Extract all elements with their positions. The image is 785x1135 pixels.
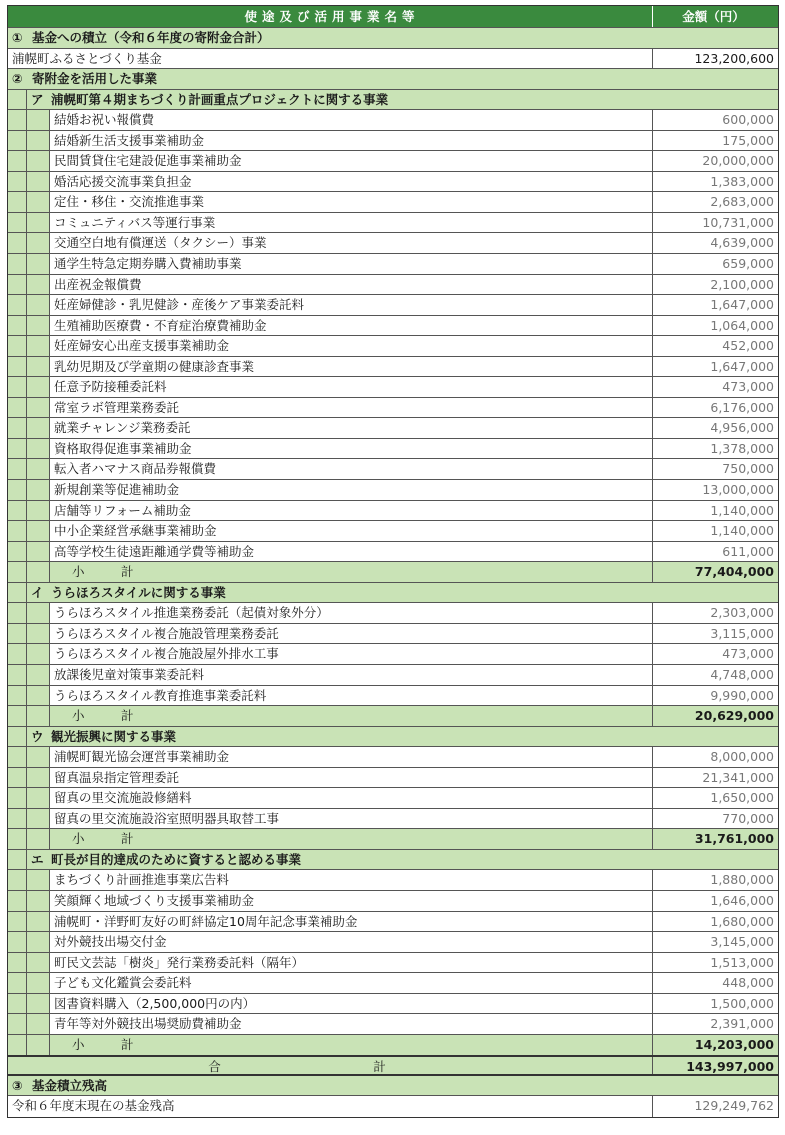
item-amount: 473,000 bbox=[652, 644, 778, 664]
item-name: うらほろスタイル複合施設屋外排水工事 bbox=[54, 646, 279, 662]
item-amount: 1,880,000 bbox=[652, 870, 778, 890]
item-name: 高等学校生徒遠距離通学費等補助金 bbox=[54, 543, 255, 559]
row-gutter-inner bbox=[27, 192, 50, 212]
row-gutter-inner bbox=[27, 644, 50, 664]
row-gutter-outer bbox=[8, 603, 27, 623]
row-gutter-outer bbox=[8, 275, 27, 295]
group-mark: エ bbox=[31, 851, 44, 867]
section-3-title: 基金積立残高 bbox=[32, 1077, 108, 1093]
row-gutter-outer bbox=[8, 233, 27, 253]
item-name: 青年等対外競技出場奨励費補助金 bbox=[54, 1016, 242, 1032]
row-gutter-outer bbox=[8, 110, 27, 130]
table-row bbox=[8, 439, 778, 460]
table-row bbox=[8, 254, 778, 275]
table-row bbox=[8, 644, 778, 665]
row-gutter-outer bbox=[8, 788, 27, 808]
row-gutter-outer bbox=[8, 254, 27, 274]
subtotal-label: 小 計 bbox=[50, 829, 652, 849]
table-row bbox=[8, 151, 778, 172]
row-gutter-inner bbox=[27, 706, 50, 726]
row-gutter-outer bbox=[8, 562, 27, 582]
group-mark: イ bbox=[31, 584, 44, 600]
row-gutter-outer bbox=[8, 1035, 27, 1056]
table-row bbox=[8, 870, 778, 891]
row-gutter-inner bbox=[27, 953, 50, 973]
row-gutter-outer bbox=[8, 151, 27, 171]
item-amount: 4,956,000 bbox=[652, 418, 778, 438]
item-name: 出産祝金報償費 bbox=[54, 276, 142, 292]
row-gutter-outer bbox=[8, 809, 27, 829]
item-name: 交通空白地有償運送（タクシー）事業 bbox=[54, 235, 267, 251]
section-3-item-name: 令和６年度末現在の基金残高 bbox=[12, 1098, 175, 1114]
item-amount: 3,115,000 bbox=[652, 624, 778, 644]
row-gutter-inner bbox=[27, 459, 50, 479]
header-name: 使途及び活用事業名等 bbox=[244, 9, 420, 24]
table-row bbox=[8, 912, 778, 933]
row-gutter-inner bbox=[27, 151, 50, 171]
subtotal-label: 小 計 bbox=[50, 562, 652, 582]
row-gutter-inner bbox=[27, 275, 50, 295]
item-amount: 1,500,000 bbox=[652, 994, 778, 1014]
item-amount: 611,000 bbox=[652, 542, 778, 562]
item-amount: 448,000 bbox=[652, 973, 778, 993]
table-row bbox=[8, 336, 778, 357]
table-row bbox=[8, 521, 778, 542]
grand-total-label: 合 計 bbox=[8, 1057, 652, 1074]
item-amount: 1,647,000 bbox=[652, 295, 778, 315]
table-row bbox=[8, 809, 778, 830]
row-gutter-outer bbox=[8, 316, 27, 336]
section-1-heading bbox=[8, 28, 778, 49]
row-gutter-inner bbox=[27, 829, 50, 849]
row-gutter-inner bbox=[27, 172, 50, 192]
row-gutter-outer bbox=[8, 357, 27, 377]
row-gutter-outer bbox=[8, 521, 27, 541]
section-3-heading bbox=[8, 1076, 778, 1097]
row-gutter-outer bbox=[8, 706, 27, 726]
item-name: まちづくり計画推進事業広告料 bbox=[54, 872, 229, 888]
row-gutter-inner bbox=[27, 439, 50, 459]
item-name: 留真の里交流施設修繕料 bbox=[54, 790, 192, 806]
table-row bbox=[8, 603, 778, 624]
row-gutter-outer bbox=[8, 295, 27, 315]
section-3-item-amount: 129,249,762 bbox=[652, 1096, 778, 1117]
row-gutter-inner bbox=[27, 233, 50, 253]
table-row bbox=[8, 110, 778, 131]
item-name: 町民文芸誌「樹炎」発行業務委託料（隔年） bbox=[54, 954, 305, 970]
item-amount: 175,000 bbox=[652, 131, 778, 151]
row-gutter-inner bbox=[27, 912, 50, 932]
group-gutter bbox=[8, 727, 27, 747]
group-title-cell bbox=[27, 583, 778, 603]
item-amount: 600,000 bbox=[652, 110, 778, 130]
item-name: 新規創業等促進補助金 bbox=[54, 482, 180, 498]
row-gutter-inner bbox=[27, 213, 50, 233]
item-name: 結婚新生活支援事業補助金 bbox=[54, 132, 205, 148]
grand-total-amount: 143,997,000 bbox=[652, 1057, 778, 1074]
table-row bbox=[8, 418, 778, 439]
table-row bbox=[8, 542, 778, 563]
item-amount: 1,140,000 bbox=[652, 521, 778, 541]
item-amount: 452,000 bbox=[652, 336, 778, 356]
section-1-mark: ① bbox=[12, 30, 23, 45]
row-gutter-outer bbox=[8, 131, 27, 151]
row-gutter-inner bbox=[27, 624, 50, 644]
table-row bbox=[8, 480, 778, 501]
group-mark: ウ bbox=[31, 728, 44, 744]
item-amount: 1,650,000 bbox=[652, 788, 778, 808]
table-row bbox=[8, 501, 778, 522]
group-gutter bbox=[8, 90, 27, 110]
item-amount: 1,513,000 bbox=[652, 953, 778, 973]
group-title-cell bbox=[27, 90, 778, 110]
item-amount: 10,731,000 bbox=[652, 213, 778, 233]
row-gutter-inner bbox=[27, 1014, 50, 1034]
item-name: 浦幌町・洋野町友好の町絆協定10周年記念事業補助金 bbox=[54, 913, 358, 929]
row-gutter-inner bbox=[27, 665, 50, 685]
table-row bbox=[8, 665, 778, 686]
group-title: 浦幌町第４期まちづくり計画重点プロジェクトに関する事業 bbox=[51, 91, 389, 107]
item-amount: 2,391,000 bbox=[652, 1014, 778, 1034]
item-name: 放課後児童対策事業委託料 bbox=[54, 666, 205, 682]
subtotal-row bbox=[8, 829, 778, 850]
subtotal-row bbox=[8, 706, 778, 727]
row-gutter-outer bbox=[8, 953, 27, 973]
row-gutter-outer bbox=[8, 891, 27, 911]
section-3-item bbox=[8, 1096, 778, 1117]
subtotal-row bbox=[8, 1035, 778, 1056]
row-gutter-outer bbox=[8, 213, 27, 233]
item-name: 任意予防接種委託料 bbox=[54, 379, 167, 395]
row-gutter-inner bbox=[27, 973, 50, 993]
row-gutter-outer bbox=[8, 973, 27, 993]
table-row bbox=[8, 994, 778, 1015]
row-gutter-outer bbox=[8, 480, 27, 500]
item-amount: 659,000 bbox=[652, 254, 778, 274]
table-row bbox=[8, 932, 778, 953]
row-gutter-outer bbox=[8, 398, 27, 418]
row-gutter-outer bbox=[8, 542, 27, 562]
row-gutter-outer bbox=[8, 1014, 27, 1034]
table-row bbox=[8, 316, 778, 337]
row-gutter-outer bbox=[8, 994, 27, 1014]
row-gutter-outer bbox=[8, 172, 27, 192]
group-heading bbox=[8, 850, 778, 871]
row-gutter-outer bbox=[8, 192, 27, 212]
row-gutter-outer bbox=[8, 912, 27, 932]
item-name: 通学生特急定期券購入費補助事業 bbox=[54, 256, 242, 272]
section-1-item-amount: 123,200,600 bbox=[652, 49, 778, 69]
header-amount: 金額（円） bbox=[652, 6, 778, 27]
table-row bbox=[8, 377, 778, 398]
item-name: 留真の里交流施設浴室照明器具取替工事 bbox=[54, 810, 280, 826]
table-row bbox=[8, 172, 778, 193]
row-gutter-inner bbox=[27, 1035, 50, 1056]
subtotal-amount: 77,404,000 bbox=[652, 562, 778, 582]
item-amount: 6,176,000 bbox=[652, 398, 778, 418]
section-2-heading bbox=[8, 69, 778, 90]
row-gutter-inner bbox=[27, 110, 50, 130]
group-title: 町長が目的達成のために資すると認める事業 bbox=[51, 851, 302, 867]
row-gutter-inner bbox=[27, 686, 50, 706]
group-gutter bbox=[8, 850, 27, 870]
row-gutter-inner bbox=[27, 562, 50, 582]
group-title-cell bbox=[27, 850, 778, 870]
item-name: 生殖補助医療費・不育症治療費補助金 bbox=[54, 317, 267, 333]
row-gutter-inner bbox=[27, 316, 50, 336]
item-name: 妊産婦健診・乳児健診・産後ケア事業委託料 bbox=[54, 297, 305, 313]
item-amount: 1,647,000 bbox=[652, 357, 778, 377]
group-heading bbox=[8, 727, 778, 748]
item-amount: 1,378,000 bbox=[652, 439, 778, 459]
item-name: 定住・移住・交流推進事業 bbox=[54, 194, 205, 210]
row-gutter-inner bbox=[27, 480, 50, 500]
row-gutter-inner bbox=[27, 809, 50, 829]
row-gutter-inner bbox=[27, 932, 50, 952]
group-gutter bbox=[8, 583, 27, 603]
item-name: 中小企業経営承継事業補助金 bbox=[54, 523, 217, 539]
group-mark: ア bbox=[31, 91, 44, 107]
table-row bbox=[8, 459, 778, 480]
item-name: 就業チャレンジ業務委託 bbox=[54, 420, 191, 436]
group-title: 観光振興に関する事業 bbox=[51, 728, 177, 744]
item-amount: 1,140,000 bbox=[652, 501, 778, 521]
row-gutter-outer bbox=[8, 644, 27, 664]
row-gutter-inner bbox=[27, 747, 50, 767]
section-1-item-name: 浦幌町ふるさとづくり基金 bbox=[12, 50, 162, 66]
item-name: 子ども文化鑑賞会委託料 bbox=[54, 975, 192, 991]
item-amount: 21,341,000 bbox=[652, 768, 778, 788]
section-2-groups bbox=[8, 90, 778, 1056]
item-name: コミュニティバス等運行事業 bbox=[54, 214, 216, 230]
item-amount: 770,000 bbox=[652, 809, 778, 829]
group-title-cell bbox=[27, 727, 778, 747]
row-gutter-outer bbox=[8, 686, 27, 706]
subtotal-amount: 14,203,000 bbox=[652, 1035, 778, 1056]
section-2-mark: ② bbox=[12, 71, 23, 87]
row-gutter-outer bbox=[8, 439, 27, 459]
item-name: 結婚お祝い報償費 bbox=[54, 112, 155, 128]
item-name: うらほろスタイル教育推進事業委託料 bbox=[54, 687, 267, 703]
table-row bbox=[8, 768, 778, 789]
row-gutter-inner bbox=[27, 377, 50, 397]
item-amount: 473,000 bbox=[652, 377, 778, 397]
row-gutter-inner bbox=[27, 336, 50, 356]
row-gutter-outer bbox=[8, 459, 27, 479]
item-name: 民間賃貸住宅建設促進事業補助金 bbox=[54, 153, 242, 169]
row-gutter-outer bbox=[8, 501, 27, 521]
row-gutter-inner bbox=[27, 994, 50, 1014]
subtotal-label: 小 計 bbox=[50, 1035, 652, 1056]
item-name: うらほろスタイル複合施設管理業務委託 bbox=[54, 625, 279, 641]
item-amount: 1,680,000 bbox=[652, 912, 778, 932]
item-amount: 2,100,000 bbox=[652, 275, 778, 295]
row-gutter-inner bbox=[27, 254, 50, 274]
item-amount: 20,000,000 bbox=[652, 151, 778, 171]
item-amount: 8,000,000 bbox=[652, 747, 778, 767]
item-name: 資格取得促進事業補助金 bbox=[54, 440, 192, 456]
table-row bbox=[8, 1014, 778, 1035]
group-heading bbox=[8, 583, 778, 604]
row-gutter-inner bbox=[27, 603, 50, 623]
table-row bbox=[8, 275, 778, 296]
table-row bbox=[8, 747, 778, 768]
item-name: 図書資料購入（2,500,000円の内） bbox=[54, 995, 256, 1011]
row-gutter-inner bbox=[27, 131, 50, 151]
table-row bbox=[8, 953, 778, 974]
row-gutter-inner bbox=[27, 788, 50, 808]
section-1-item bbox=[8, 49, 778, 70]
table-row bbox=[8, 973, 778, 994]
table-row bbox=[8, 233, 778, 254]
row-gutter-inner bbox=[27, 768, 50, 788]
item-name: 笑顔輝く地域づくり支援事業補助金 bbox=[54, 892, 255, 908]
item-amount: 1,064,000 bbox=[652, 316, 778, 336]
item-name: 留真温泉指定管理委託 bbox=[54, 769, 180, 785]
group-heading bbox=[8, 90, 778, 111]
row-gutter-inner bbox=[27, 295, 50, 315]
table-row bbox=[8, 295, 778, 316]
item-amount: 4,639,000 bbox=[652, 233, 778, 253]
section-2-title: 寄附金を活用した事業 bbox=[32, 71, 158, 87]
table-row bbox=[8, 398, 778, 419]
row-gutter-inner bbox=[27, 870, 50, 890]
item-amount: 2,683,000 bbox=[652, 192, 778, 212]
row-gutter-outer bbox=[8, 768, 27, 788]
item-name: 妊産婦安心出産支援事業補助金 bbox=[54, 338, 230, 354]
item-name: うらほろスタイル推進業務委託（起債対象外分） bbox=[54, 605, 329, 621]
row-gutter-outer bbox=[8, 870, 27, 890]
section-3-mark: ③ bbox=[12, 1077, 23, 1093]
row-gutter-outer bbox=[8, 624, 27, 644]
table-row bbox=[8, 624, 778, 645]
item-amount: 2,303,000 bbox=[652, 603, 778, 623]
table-row bbox=[8, 357, 778, 378]
table-header bbox=[8, 6, 778, 28]
item-amount: 13,000,000 bbox=[652, 480, 778, 500]
table-row bbox=[8, 131, 778, 152]
grand-total-row bbox=[8, 1055, 778, 1076]
row-gutter-inner bbox=[27, 891, 50, 911]
item-amount: 1,646,000 bbox=[652, 891, 778, 911]
table-row bbox=[8, 213, 778, 234]
item-amount: 4,748,000 bbox=[652, 665, 778, 685]
row-gutter-inner bbox=[27, 501, 50, 521]
row-gutter-outer bbox=[8, 336, 27, 356]
row-gutter-outer bbox=[8, 418, 27, 438]
item-name: 対外競技出場交付金 bbox=[54, 934, 167, 950]
row-gutter-inner bbox=[27, 521, 50, 541]
subtotal-label: 小 計 bbox=[50, 706, 652, 726]
item-name: 店舗等リフォーム補助金 bbox=[54, 502, 191, 518]
item-name: 婚活応援交流事業負担金 bbox=[54, 173, 192, 189]
section-1-title: 基金への積立（令和６年度の寄附金合計） bbox=[32, 30, 270, 45]
group-title: うらほろスタイルに関する事業 bbox=[51, 584, 226, 600]
subtotal-row bbox=[8, 562, 778, 583]
item-name: 常室ラボ管理業務委託 bbox=[54, 399, 180, 415]
item-amount: 1,383,000 bbox=[652, 172, 778, 192]
table-row bbox=[8, 788, 778, 809]
item-name: 浦幌町観光協会運営事業補助金 bbox=[54, 749, 230, 765]
row-gutter-inner bbox=[27, 398, 50, 418]
table-row bbox=[8, 891, 778, 912]
item-amount: 3,145,000 bbox=[652, 932, 778, 952]
row-gutter-outer bbox=[8, 829, 27, 849]
row-gutter-inner bbox=[27, 542, 50, 562]
row-gutter-inner bbox=[27, 357, 50, 377]
subtotal-amount: 20,629,000 bbox=[652, 706, 778, 726]
subtotal-amount: 31,761,000 bbox=[652, 829, 778, 849]
table-row bbox=[8, 192, 778, 213]
item-name: 転入者ハマナス商品券報償費 bbox=[54, 461, 217, 477]
row-gutter-inner bbox=[27, 418, 50, 438]
fund-usage-table bbox=[7, 5, 779, 1118]
row-gutter-outer bbox=[8, 665, 27, 685]
item-amount: 9,990,000 bbox=[652, 686, 778, 706]
row-gutter-outer bbox=[8, 747, 27, 767]
row-gutter-outer bbox=[8, 377, 27, 397]
row-gutter-outer bbox=[8, 932, 27, 952]
item-name: 乳幼児期及び学童期の健康診査事業 bbox=[54, 358, 255, 374]
item-amount: 750,000 bbox=[652, 459, 778, 479]
table-row bbox=[8, 686, 778, 707]
